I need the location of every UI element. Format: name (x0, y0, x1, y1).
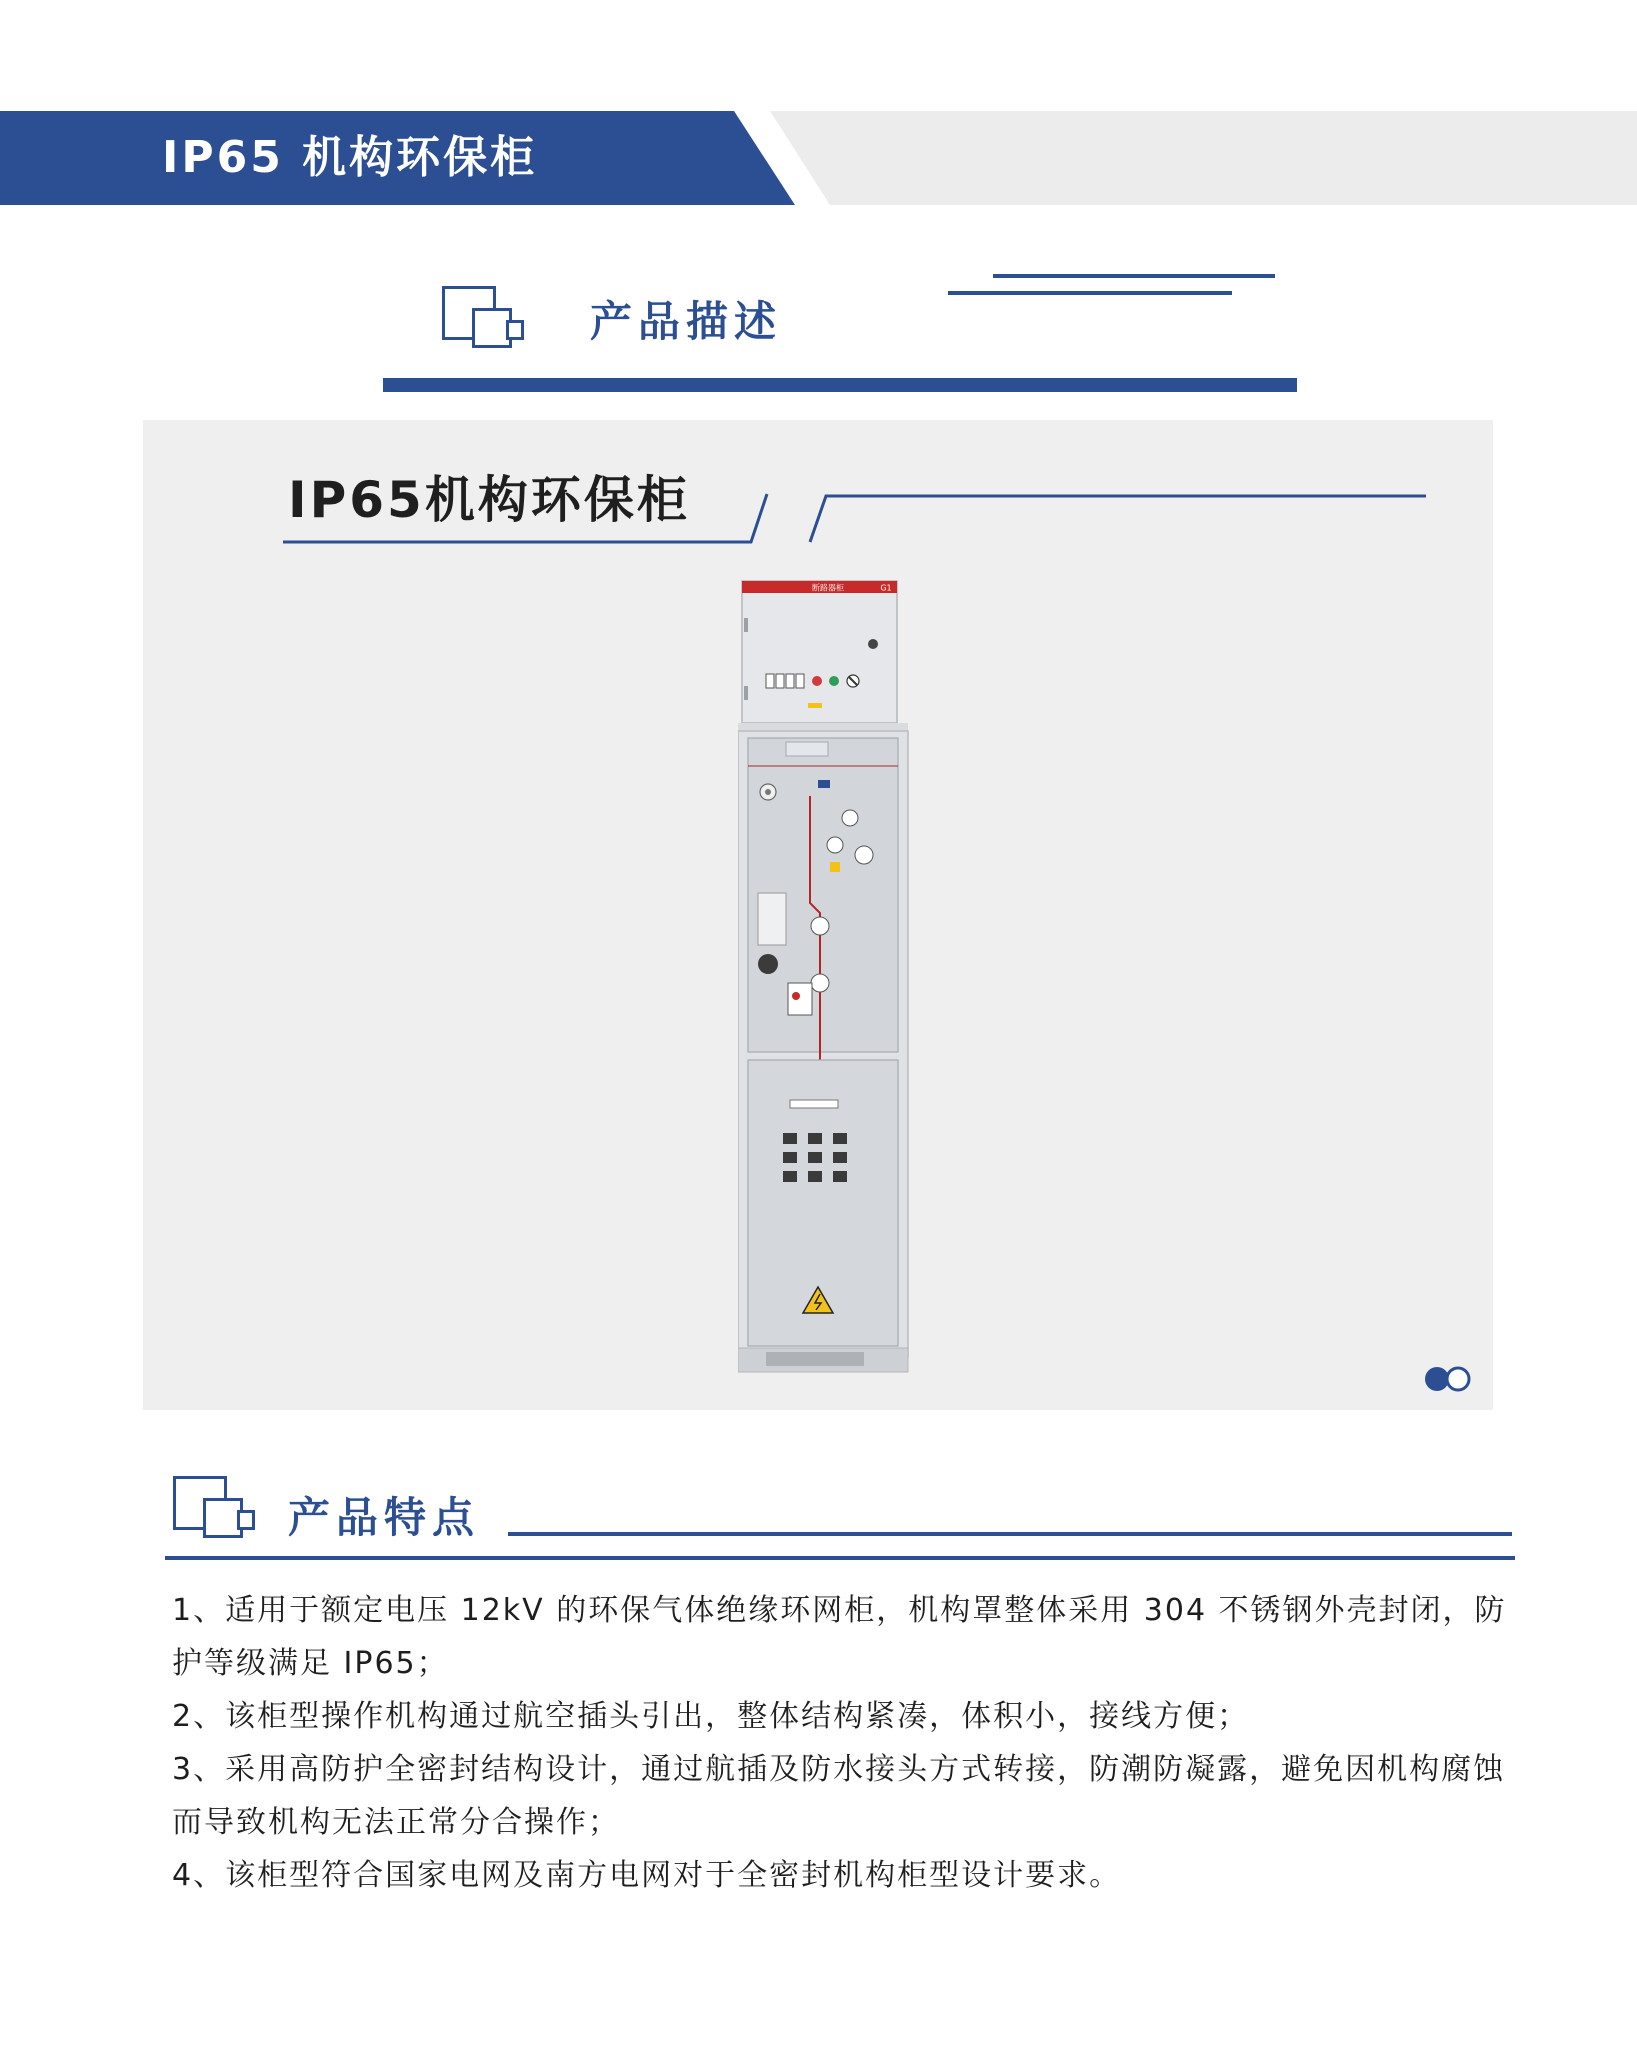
cabinet-label-center: 断路器柜 (812, 583, 844, 593)
feature-item: 2、该柜型操作机构通过航空插头引出，整体结构紧凑，体积小，接线方便； (172, 1699, 1250, 1734)
features-divider (165, 1556, 1515, 1560)
decor-line-upper (993, 274, 1275, 278)
decor-line-lower (948, 291, 1232, 295)
page-title: IP65 机构环保柜 (162, 132, 538, 183)
features-list (172, 1584, 1522, 1902)
feature-item: 4、该柜型符合国家电网及南方电网对于全密封机构柜型设计要求。 (172, 1858, 1122, 1893)
overlapping-squares-icon (442, 286, 532, 356)
title-underline-decor (270, 480, 1440, 570)
overlapping-squares-icon (173, 1476, 263, 1546)
feature-item: 3、采用高防护全密封结构设计，通过航插及防水接头方式转接，防潮防凝露，避免因机构腐蚀而导致机构无法正常分合操作； (172, 1752, 1506, 1840)
banner-background (770, 111, 1637, 205)
section-title-description: 产品描述 (590, 297, 783, 346)
carousel-dots-icon[interactable] (1422, 1364, 1474, 1394)
cabinet-label-right: G1 (880, 583, 892, 593)
product-title: IP65机构环保柜 (288, 471, 690, 529)
features-title-line (508, 1532, 1512, 1536)
feature-item: 1、适用于额定电压 12kV 的环保气体绝缘环网柜，机构罩整体采用 304 不锈钢外壳封闭，防护等级满足 IP65； (172, 1593, 1507, 1681)
section-title-features: 产品特点 (288, 1493, 481, 1542)
switchgear-cabinet-image (738, 578, 916, 1374)
section-divider-bar (383, 378, 1297, 392)
